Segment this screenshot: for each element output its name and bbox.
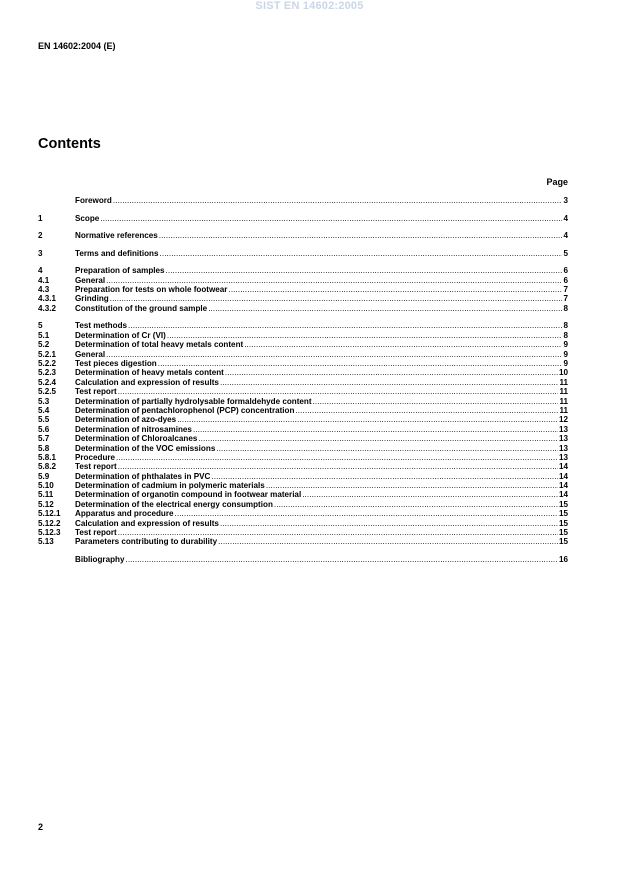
toc-dot-leader bbox=[106, 276, 562, 285]
toc-entry-number: 5.3 bbox=[38, 396, 50, 406]
toc-entry[interactable] bbox=[38, 294, 568, 303]
toc-entry[interactable] bbox=[38, 350, 568, 359]
toc-entry-number: 5.10 bbox=[38, 481, 54, 491]
toc-entry-page: 14 bbox=[558, 481, 568, 491]
toc-entry-title: Preparation for tests on whole footwear bbox=[75, 285, 228, 295]
toc-dot-leader bbox=[228, 285, 562, 294]
toc-entry-page: 9 bbox=[563, 359, 568, 369]
toc-entry[interactable] bbox=[38, 453, 568, 462]
toc-entry-number: 5.2.4 bbox=[38, 377, 57, 387]
toc-entry-title: Parameters contributing to durability bbox=[75, 537, 218, 547]
toc-entry[interactable] bbox=[38, 415, 568, 424]
toc-entry-page: 14 bbox=[558, 471, 568, 481]
toc-entry-page: 11 bbox=[559, 387, 568, 397]
toc-dot-leader bbox=[118, 528, 558, 537]
toc-entry-number: 5.13 bbox=[38, 537, 54, 547]
toc-entry-page: 12 bbox=[558, 415, 568, 425]
toc-entry-page: 4 bbox=[563, 213, 568, 223]
toc-dot-leader bbox=[225, 368, 558, 377]
toc-dot-leader bbox=[128, 321, 562, 330]
toc-dot-leader bbox=[110, 294, 563, 303]
toc-entry[interactable] bbox=[38, 321, 568, 330]
toc-dot-leader bbox=[175, 509, 558, 518]
toc-entry-title: Determination of Chloroalcanes bbox=[75, 434, 198, 444]
toc-dot-leader bbox=[118, 387, 559, 396]
document-id: EN 14602:2004 (E) bbox=[38, 41, 116, 51]
toc-entry[interactable] bbox=[38, 304, 568, 313]
toc-entry-number: 5 bbox=[38, 321, 43, 331]
toc-entry-page: 16 bbox=[558, 555, 568, 565]
watermark: SIST EN 14602:2005 bbox=[255, 0, 364, 12]
toc-entry-page: 15 bbox=[558, 537, 568, 547]
toc-dot-leader bbox=[167, 331, 563, 340]
toc-entry-title: Determination of phthalates in PVC bbox=[75, 471, 211, 481]
page-number: 2 bbox=[38, 822, 44, 832]
toc-entry-number: 5.2 bbox=[38, 340, 50, 350]
toc-entry-title: Procedure bbox=[75, 452, 116, 462]
toc-entry-page: 8 bbox=[563, 330, 568, 340]
toc-dot-leader bbox=[198, 434, 558, 443]
toc-entry-title: Calculation and expression of results bbox=[75, 377, 219, 387]
toc-dot-leader bbox=[216, 444, 558, 453]
toc-entry-number: 4 bbox=[38, 266, 43, 276]
toc-entry-page: 13 bbox=[558, 452, 568, 462]
toc-dot-leader bbox=[113, 196, 563, 205]
toc-entry-number: 5.12.1 bbox=[38, 509, 61, 519]
toc-dot-leader bbox=[106, 350, 562, 359]
toc-entry-title: Normative references bbox=[75, 231, 158, 241]
toc-entry-number: 5.6 bbox=[38, 424, 50, 434]
toc-entry-title: Determination of organotin compound in footwear material bbox=[75, 490, 302, 500]
toc-entry[interactable] bbox=[38, 537, 568, 546]
toc-entry-page: 9 bbox=[563, 340, 568, 350]
toc-dot-leader bbox=[313, 397, 559, 406]
toc-entry[interactable] bbox=[38, 266, 568, 275]
toc-entry-page: 8 bbox=[563, 303, 568, 313]
toc-dot-leader bbox=[160, 249, 563, 258]
toc-entry-title: General bbox=[75, 349, 106, 359]
toc-entry-title: Bibliography bbox=[75, 555, 125, 565]
page-column-label: Page bbox=[546, 177, 568, 187]
toc-entry-number: 5.8 bbox=[38, 443, 50, 453]
toc-entry-title: Determination of the VOC emissions bbox=[75, 443, 216, 453]
toc-entry-number: 4.1 bbox=[38, 275, 50, 285]
toc-dot-leader bbox=[244, 340, 562, 349]
toc-entry-title: Test pieces digestion bbox=[75, 359, 157, 369]
toc-entry-page: 15 bbox=[558, 509, 568, 519]
toc-entry-title: Terms and definitions bbox=[75, 248, 159, 258]
toc-dot-leader bbox=[220, 519, 558, 528]
toc-entry-number: 1 bbox=[38, 213, 43, 223]
toc-dot-leader bbox=[193, 425, 558, 434]
toc-entry-title: Calculation and expression of results bbox=[75, 518, 219, 528]
toc-entry-title: Determination of Cr (VI) bbox=[75, 330, 166, 340]
toc-entry-page: 13 bbox=[558, 443, 568, 453]
toc-entry-title: Determination of total heavy metals content bbox=[75, 340, 244, 350]
toc-entry[interactable] bbox=[38, 285, 568, 294]
toc-entry-page: 9 bbox=[563, 349, 568, 359]
toc-dot-leader bbox=[220, 378, 559, 387]
toc-entry-number: 5.5 bbox=[38, 415, 50, 425]
toc-entry-page: 13 bbox=[558, 434, 568, 444]
toc-dot-leader bbox=[295, 406, 558, 415]
toc-entry-title: Test methods bbox=[75, 321, 128, 331]
toc-entry-page: 6 bbox=[563, 275, 568, 285]
table-of-contents bbox=[38, 196, 568, 564]
toc-entry[interactable] bbox=[38, 196, 568, 205]
toc-entry[interactable] bbox=[38, 397, 568, 406]
toc-entry[interactable] bbox=[38, 231, 568, 240]
toc-entry[interactable] bbox=[38, 434, 568, 443]
toc-entry-title: Determination of cadmium in polymeric materials bbox=[75, 481, 265, 491]
toc-dot-leader bbox=[177, 415, 558, 424]
toc-entry[interactable] bbox=[38, 368, 568, 377]
toc-entry-page: 11 bbox=[559, 405, 568, 415]
toc-dot-leader bbox=[100, 214, 562, 223]
toc-entry[interactable] bbox=[38, 214, 568, 223]
toc-entry-number: 5.11 bbox=[38, 490, 54, 500]
toc-entry-number: 3 bbox=[38, 248, 43, 258]
toc-entry-number: 5.2.5 bbox=[38, 387, 57, 397]
toc-entry-number: 5.12.2 bbox=[38, 518, 61, 528]
toc-entry-title: Foreword bbox=[75, 196, 112, 205]
toc-entry[interactable] bbox=[38, 472, 568, 481]
toc-dot-leader bbox=[274, 500, 558, 509]
toc-entry[interactable] bbox=[38, 528, 568, 537]
toc-dot-leader bbox=[118, 462, 558, 471]
toc-entry-number: 5.4 bbox=[38, 405, 50, 415]
toc-dot-leader bbox=[166, 266, 563, 275]
toc-entry[interactable] bbox=[38, 359, 568, 368]
toc-entry[interactable] bbox=[38, 462, 568, 471]
toc-entry[interactable] bbox=[38, 387, 568, 396]
toc-entry-page: 11 bbox=[559, 396, 568, 406]
toc-entry-title: Grinding bbox=[75, 294, 109, 304]
toc-entry[interactable] bbox=[38, 500, 568, 509]
toc-entry-page: 6 bbox=[563, 266, 568, 276]
toc-entry-page: 4 bbox=[563, 231, 568, 241]
toc-dot-leader bbox=[158, 359, 563, 368]
toc-dot-leader bbox=[159, 231, 563, 240]
toc-entry[interactable] bbox=[38, 425, 568, 434]
toc-entry-title: Test report bbox=[75, 387, 117, 397]
toc-entry[interactable] bbox=[38, 509, 568, 518]
toc-entry-title: Determination of heavy metals content bbox=[75, 368, 224, 378]
toc-entry-page: 11 bbox=[559, 377, 568, 387]
toc-entry-title: Scope bbox=[75, 213, 100, 223]
toc-entry[interactable] bbox=[38, 444, 568, 453]
toc-entry[interactable] bbox=[38, 481, 568, 490]
toc-entry-page: 14 bbox=[558, 462, 568, 472]
toc-dot-leader bbox=[116, 453, 558, 462]
toc-entry-number: 5.9 bbox=[38, 471, 50, 481]
toc-entry-number: 4.3.2 bbox=[38, 303, 57, 313]
toc-entry-page: 7 bbox=[563, 285, 568, 295]
toc-entry-number: 5.2.1 bbox=[38, 349, 57, 359]
toc-entry-page: 10 bbox=[558, 368, 568, 378]
toc-dot-leader bbox=[211, 472, 558, 481]
toc-entry[interactable] bbox=[38, 276, 568, 285]
contents-heading: Contents bbox=[38, 136, 101, 152]
toc-entry[interactable] bbox=[38, 490, 568, 499]
toc-entry-title: Apparatus and procedure bbox=[75, 509, 174, 519]
toc-entry-title: Constitution of the ground sample bbox=[75, 303, 208, 313]
toc-entry-title: Preparation of samples bbox=[75, 266, 165, 276]
toc-dot-leader bbox=[218, 537, 558, 546]
toc-entry-page: 15 bbox=[558, 499, 568, 509]
toc-entry-number: 4.3.1 bbox=[38, 294, 57, 304]
toc-entry-number: 5.12 bbox=[38, 499, 54, 509]
toc-dot-leader bbox=[266, 481, 558, 490]
toc-entry-title: Determination of partially hydrolysable formaldehyde content bbox=[75, 396, 312, 406]
toc-dot-leader bbox=[302, 490, 558, 499]
toc-entry[interactable] bbox=[38, 406, 568, 415]
toc-entry-title: Test report bbox=[75, 462, 117, 472]
toc-entry-number: 5.1 bbox=[38, 330, 50, 340]
toc-entry-number: 5.2.3 bbox=[38, 368, 57, 378]
toc-entry[interactable] bbox=[38, 249, 568, 258]
toc-entry-page: 3 bbox=[563, 196, 568, 205]
toc-entry-title: Test report bbox=[75, 528, 117, 538]
toc-entry[interactable] bbox=[38, 555, 568, 564]
toc-entry-page: 7 bbox=[563, 294, 568, 304]
toc-entry-page: 14 bbox=[558, 490, 568, 500]
toc-entry[interactable] bbox=[38, 340, 568, 349]
toc-entry-title: Determination of azo-dyes bbox=[75, 415, 177, 425]
toc-entry-title: Determination of pentachlorophenol (PCP) concentration bbox=[75, 405, 295, 415]
toc-entry[interactable] bbox=[38, 331, 568, 340]
toc-entry[interactable] bbox=[38, 519, 568, 528]
toc-entry-title: Determination of nitrosamines bbox=[75, 424, 192, 434]
toc-entry-number: 5.2.2 bbox=[38, 359, 57, 369]
toc-entry-number: 5.7 bbox=[38, 434, 50, 444]
toc-dot-leader bbox=[125, 555, 558, 564]
toc-entry-page: 8 bbox=[563, 321, 568, 331]
toc-entry-number: 5.8.1 bbox=[38, 452, 57, 462]
toc-entry-page: 5 bbox=[563, 248, 568, 258]
toc-entry-number: 5.8.2 bbox=[38, 462, 57, 472]
toc-entry-title: General bbox=[75, 275, 106, 285]
toc-entry-page: 15 bbox=[558, 518, 568, 528]
toc-entry-number: 2 bbox=[38, 231, 43, 241]
toc-entry-page: 15 bbox=[558, 528, 568, 538]
toc-entry[interactable] bbox=[38, 378, 568, 387]
toc-dot-leader bbox=[208, 304, 562, 313]
toc-entry-page: 13 bbox=[558, 424, 568, 434]
toc-entry-title: Determination of the electrical energy consumption bbox=[75, 499, 273, 509]
toc-entry-number: 4.3 bbox=[38, 285, 50, 295]
toc-entry-number: 5.12.3 bbox=[38, 528, 61, 538]
